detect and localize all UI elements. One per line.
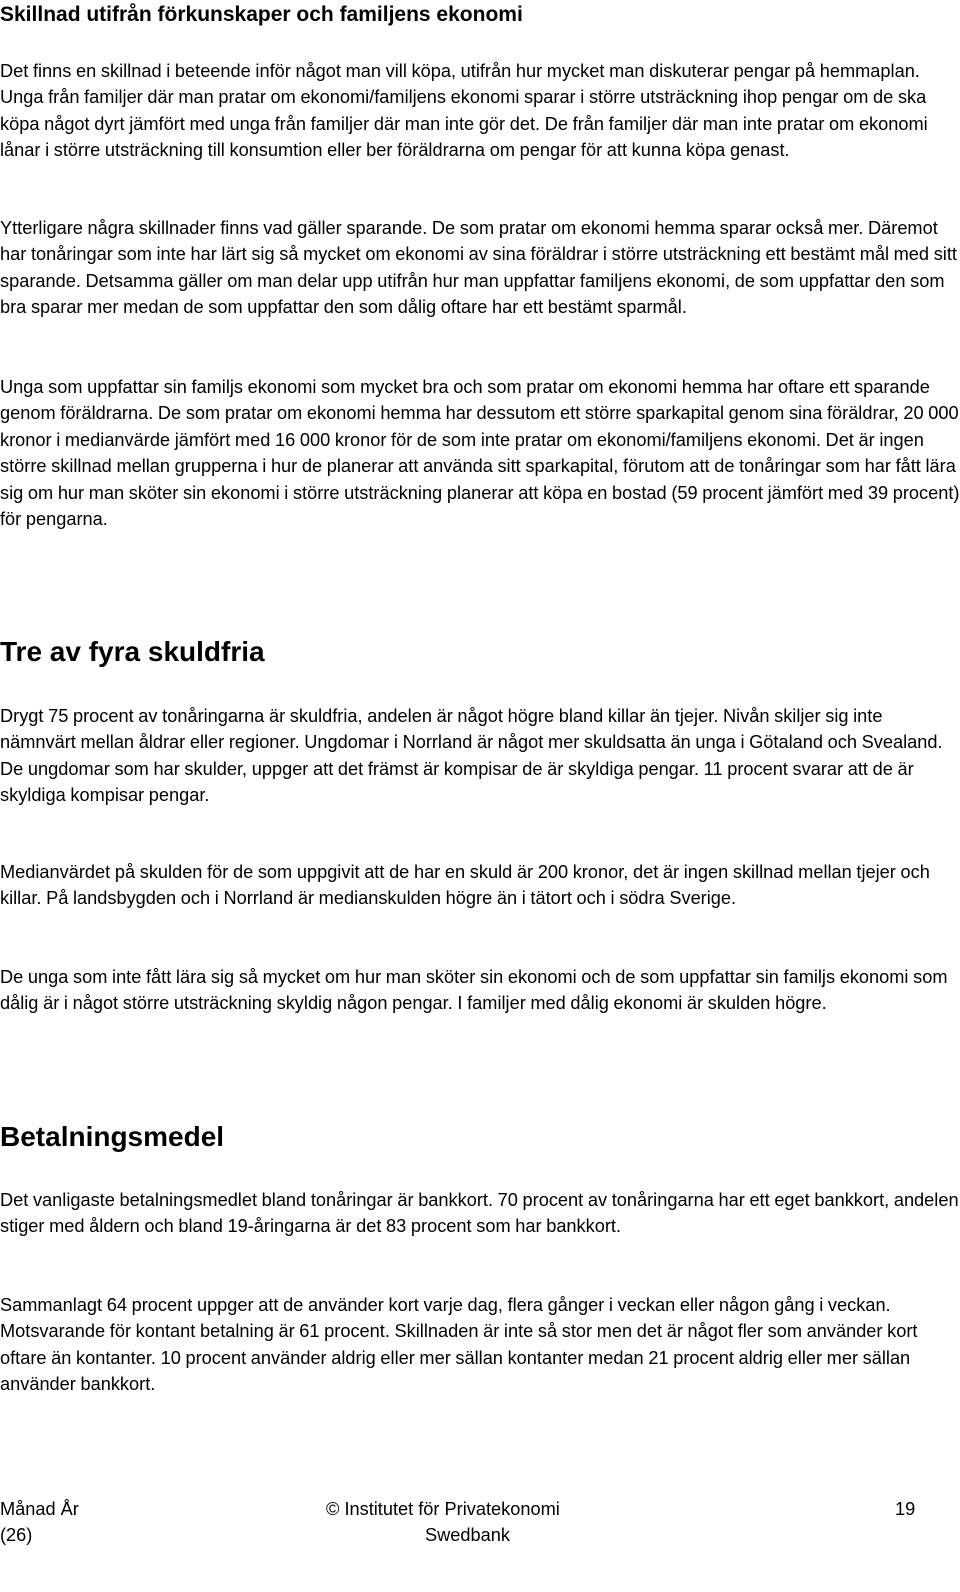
paragraph-beteende: Det finns en skillnad i beteende inför något man vill köpa, utifrån hur mycket man diskuterar pengar på hemmaplan. Unga från familjer där man pratar om ekonomi/familjens ekonomi sparar i större utsträckning ihop pengar om de ska köpa något dyrt jämfört med unga från familjer där man inte gör det. De från familjer där man inte pratar om ekonomi lånar i större utsträckning till konsumtion eller ber föräldrarna om pengar för att kunna köpa genast. [0,61,928,161]
paragraph-sparande-skillnader: Ytterligare några skillnader finns vad gäller sparande. De som pratar om ekonomi hemma sparar också mer. Däremot har tonåringar som inte har lärt sig så mycket om ekonomi av sina föräldrar i större utsträckning ett bestämt mål med sitt sparande. Detsamma gäller om man delar upp utifrån hur man uppfattar familjens ekonomi, de som uppfattar den som bra sparar mer medan de som uppfattar den som dålig oftare har ett bestämt sparmål. [0,218,957,318]
paragraph-medianskuld: Medianvärdet på skulden för de som uppgivit att de har en skuld är 200 kronor, det är ingen skillnad mellan tjejer och killar. På landsbygden och i Norrland är medianskulden högre än i tätort och i södra Sverige. [0,862,930,909]
footer-publisher: © Institutet för Privatekonomi [326,1499,560,1519]
page-footer [0,1496,960,1592]
page-number: 19 [895,1499,916,1519]
footer-organization: Swedbank [425,1525,510,1545]
paragraph-kortanvandning: Sammanlagt 64 procent uppger att de använder kort varje dag, flera gånger i veckan eller någon gång i veckan. Motsvarande för kontant betalning är 61 procent. Skillnaden är inte så stor men det är något fler som använder kort oftare än kontanter. 10 procent använder aldrig eller mer sällan kontanter medan 21 procent aldrig eller mer sällan använder bankkort. [0,1295,918,1395]
section-heading-skuldfria: Tre av fyra skuldfria [0,636,265,667]
paragraph-bankkort: Det vanligaste betalningsmedlet bland tonåringar är bankkort. 70 procent av tonåringarna har ett eget bankkort, andelen stiger med åldern och bland 19-åringarna är det 83 procent som har bankkort. [0,1190,959,1237]
paragraph-sparkapital: Unga som uppfattar sin familjs ekonomi som mycket bra och som pratar om ekonomi hemma har oftare ett sparande genom föräldrarna. De som pratar om ekonomi hemma har dessutom ett större sparkapital genom sina föräldrar, 20 000 kronor i medianvärde jämfört med 16 000 kronor för de som inte pratar om ekonomi/familjens ekonomi. Det är ingen större skillnad mellan grupperna i hur de planerar att använda sitt sparkapital, förutom att de tonåringar som har fått lära sig om hur man sköter sin ekonomi i större utsträckning planerar att köpa en bostad (59 procent jämfört med 39 procent) för pengarna. [0,377,960,530]
footer-date: Månad År (26) [0,1499,79,1546]
section-heading-betalningsmedel: Betalningsmedel [0,1121,225,1152]
paragraph-skuldfria: Drygt 75 procent av tonåringarna är skuldfria, andelen är något högre bland killar än tjejer. Nivån skiljer sig inte nämnvärt mellan åldrar eller regioner. Ungdomar i Norrland är något mer skuldsatta än unga i Götaland och Svealand. De ungdomar som har skulder, uppger att det främst är kompisar de är skyldiga pengar. 11 procent svarar att de är skyldiga kompisar pengar. [0,706,943,806]
section-heading-forkunskaper: Skillnad utifrån förkunskaper och familjens ekonomi [0,3,523,26]
paragraph-skuld-ekonomi: De unga som inte fått lära sig så mycket om hur man sköter sin ekonomi och de som uppfattar sin familjs ekonomi som dålig är i något större utsträckning skyldig någon pengar. I familjer med dålig ekonomi är skulden högre. [0,967,948,1014]
